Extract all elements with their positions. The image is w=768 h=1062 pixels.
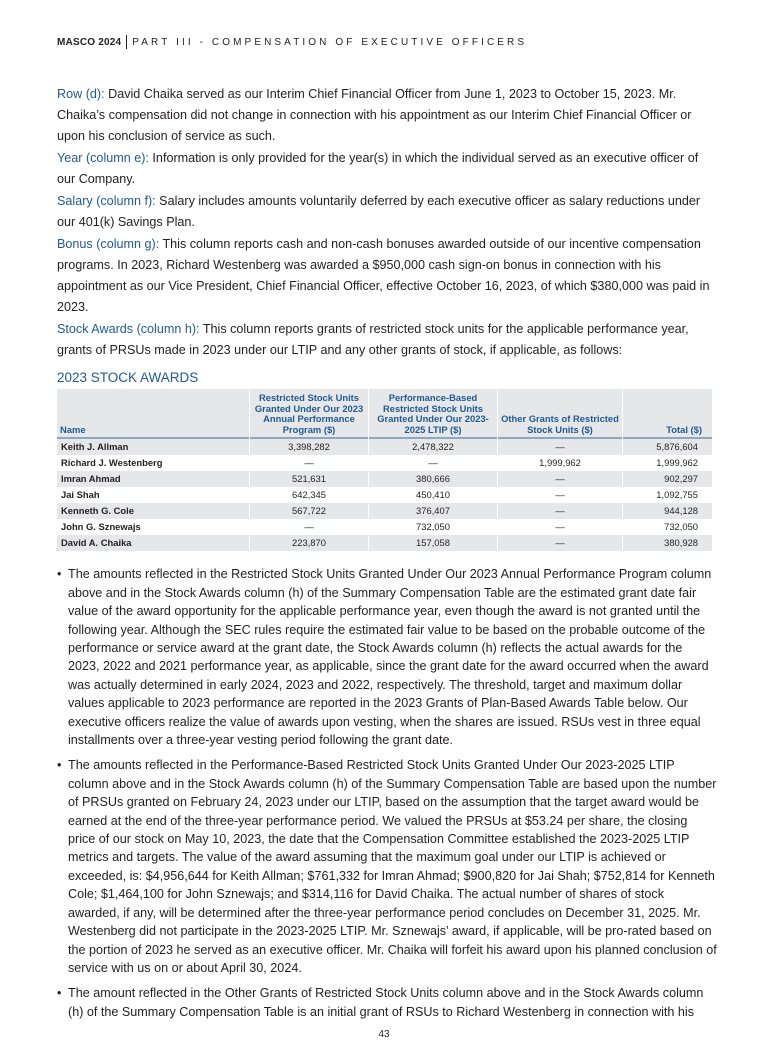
header-divider (126, 35, 127, 49)
column-header: Other Grants of Restricted Stock Units ($) (498, 389, 622, 439)
cell-value: 2,478,322 (369, 439, 497, 455)
cell-value: 567,722 (250, 503, 368, 519)
cell-value: — (498, 503, 622, 519)
running-header (57, 35, 768, 49)
cell-value: 1,999,962 (539, 457, 581, 469)
table-title: 2023 STOCK AWARDS (57, 370, 199, 385)
footnote-list (57, 565, 717, 1021)
table-row (57, 471, 712, 487)
cell-value: — (304, 521, 314, 533)
stock-awards-table (56, 389, 713, 551)
column-header: Total ($) (623, 389, 712, 439)
cell-value: — (304, 457, 314, 469)
cell-name: John G. Sznewajs (61, 521, 141, 533)
column-header: Performance-Based Restricted Stock Units Granted Under Our 2023-2025 LTIP ($) (369, 389, 497, 439)
cell-name: David A. Chaika (57, 535, 249, 551)
cell-name: Jai Shah (61, 489, 100, 501)
cell-name: Imran Ahmad (57, 471, 249, 487)
cell-value: — (498, 471, 622, 487)
cell-value: 380,928 (623, 535, 712, 551)
paragraph-salary (57, 191, 717, 233)
cell-value: 521,631 (250, 471, 368, 487)
cell-value: 3,398,282 (250, 439, 368, 455)
table-row (57, 487, 712, 503)
table-row (57, 519, 712, 535)
paragraph-label: Stock Awards (column h): (57, 322, 200, 336)
paragraph-text: Salary includes amounts voluntarily deferred by each executive officer as salary reductions under our 401(k) Savings Plan. (57, 194, 701, 229)
cell-value: 5,876,604 (623, 439, 712, 455)
cell-value: 380,666 (369, 471, 497, 487)
table-row (57, 439, 712, 455)
cell-value: — (498, 439, 622, 455)
paragraph-text: This column reports cash and non-cash bonuses awarded outside of our incentive compensation programs. In 2023, Richard Westenberg was awarded a $950,000 cash sign-on bonus in connection with his appointment as our Vice President, Chief Financial Officer, effective October 16, 2023, of which $380,000 was paid in 2023. (57, 237, 710, 314)
cell-value: 376,407 (369, 503, 497, 519)
paragraph-text: Information is only provided for the year(s) in which the individual served as an executive officer of our Company. (57, 151, 699, 186)
cell-name: Keith J. Allman (57, 439, 249, 455)
header-brand: MASCO 2024 (57, 36, 122, 48)
page-number: 43 (378, 1029, 390, 1041)
paragraph-bonus (57, 234, 717, 318)
column-header: Restricted Stock Units Granted Under Our 2023 Annual Performance Program ($) (250, 389, 368, 439)
paragraph-text: This column reports grants of restricted stock units for the applicable performance year, grants of PRSUs made in 2023 under our LTIP and any other grants of stock, if applicable, as follows: (57, 322, 689, 357)
table-row (57, 455, 712, 471)
paragraph-year (57, 148, 717, 190)
list-item: • The amounts reflected in the Performance-Based Restricted Stock Units Granted Under Our 2023-2025 LTIP column above and in the Stock Awards column (h) of the Summary Compensation Table are based upon the number of PRSUs granted on February 24, 2023 under our LTIP, based on the assumption that the target award would be earned at the end of the three-year performance period. We valued the PRSUs at $53.24 per share, the closing price of our stock on May 10, 2023, the date that the Compensation Committee established the 2023-2025 LTIP metrics and targets. The value of the award assuming that the maximum goal under our LTIP is achieved or exceeded, is: $4,956,644 for Keith Allman; $761,332 for Imran Ahmad; $900,820 for Jai Shah; $752,814 for Kenneth Cole; $1,464,100 for John Sznewajs; and $314,116 for David Chaika. The actual number of shares of stock awarded, if any, will be determined after the three-year performance period concludes on December 31, 2025. Mr. Westenberg did not participate in the 2023-2025 LTIP. Mr. Sznewajs’ award, if applicable, will be pro-rated based on the portion of 2023 he served as an executive officer. Mr. Chaika will forfeit his award upon his planned conclusion of service with us on or about April 30, 2024. (57, 756, 717, 977)
paragraph-row-d (57, 84, 717, 147)
cell-name: Richard J. Westenberg (61, 457, 163, 469)
list-item: • The amount reflected in the Other Grants of Restricted Stock Units column above and in the Stock Awards column (h) of the Summary Compensation Table is an initial grant of RSUs to Richard Westenberg in connection with his (57, 984, 717, 1021)
list-item: • The amounts reflected in the Restricted Stock Units Granted Under Our 2023 Annual Performance Program column above and in the Stock Awards column (h) of the Summary Compensation Table are the estimated grant date fair value of the award opportunity for the applicable performance year, even though the award is not granted until the following year. Although the SEC rules require the estimated fair value to be based on the probable outcome of the performance or service award at the grant date, the Stock Awards column (h) reflects the actual awards for the 2023, 2022 and 2021 performance year, as applicable, since the grant date for the award occurred when the award was actually determined in early 2024, 2023 and 2022, respectively. The threshold, target and maximum dollar values applicable to 2023 performance are reported in the 2023 Grants of Plan-Based Awards Table below. Our executive officers realize the value of awards upon vesting, when the shares are issued. RSUs vest in three equal installments over a three-year vesting period following the grant date. (57, 565, 717, 749)
cell-value: 902,297 (623, 471, 712, 487)
cell-value: 223,870 (250, 535, 368, 551)
paragraph-label: Year (column e): (57, 151, 149, 165)
paragraph-label: Bonus (column g): (57, 237, 160, 251)
table-row (57, 535, 712, 551)
cell-value: 1,092,755 (656, 489, 698, 501)
cell-value: — (555, 489, 565, 501)
cell-value: 157,058 (369, 535, 497, 551)
cell-value: 732,050 (416, 521, 450, 533)
cell-value: 450,410 (416, 489, 450, 501)
body-content (57, 84, 717, 1021)
paragraph-label: Salary (column f): (57, 194, 156, 208)
cell-value: — (428, 457, 438, 469)
cell-value: 1,999,962 (656, 457, 698, 469)
cell-value: — (555, 521, 565, 533)
table-row (57, 503, 712, 519)
cell-name: Kenneth G. Cole (57, 503, 249, 519)
column-header: Name (57, 389, 249, 439)
cell-value: 642,345 (292, 489, 326, 501)
paragraph-stock-awards (57, 319, 717, 361)
cell-value: 732,050 (664, 521, 698, 533)
paragraph-text: David Chaika served as our Interim Chief Financial Officer from June 1, 2023 to October 15, 2023. Mr. Chaika’s compensation did not change in connection with his appointment as our Interim Chief Financial Officer or upon his conclusion of service as such. (57, 87, 692, 143)
header-section: PART III - COMPENSATION OF EXECUTIVE OFFICERS (132, 36, 528, 48)
paragraph-label: Row (d): (57, 87, 105, 101)
cell-value: 944,128 (623, 503, 712, 519)
cell-value: — (498, 535, 622, 551)
